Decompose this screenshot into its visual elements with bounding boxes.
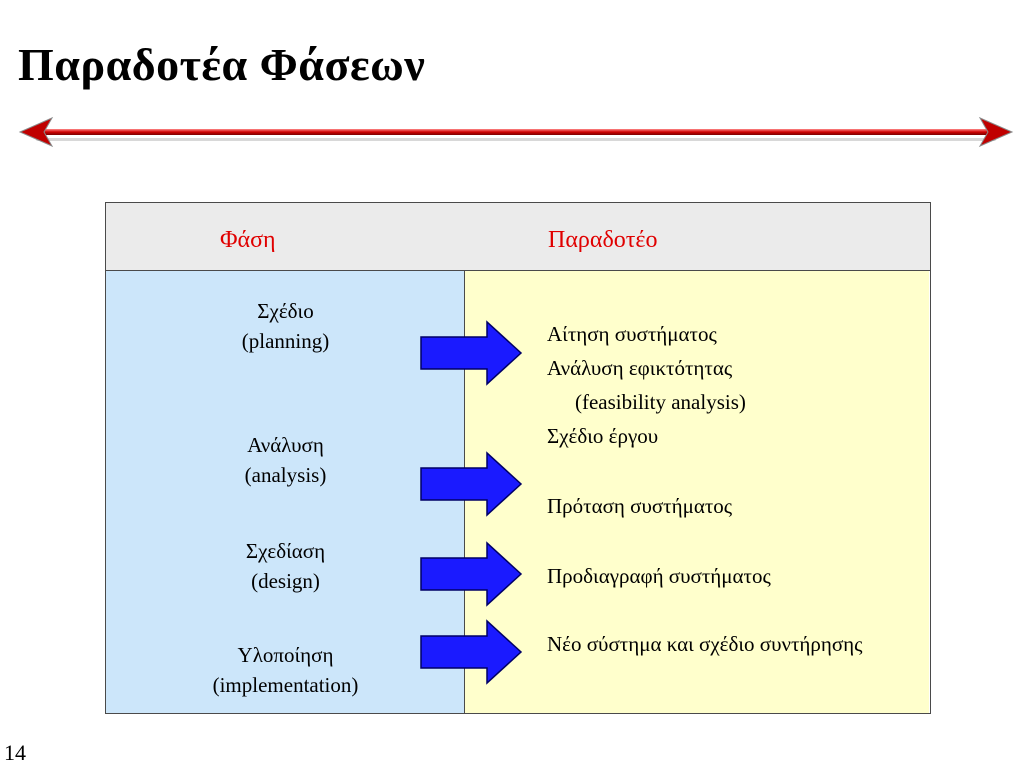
phase-name: Σχεδίαση [245, 539, 326, 563]
phase-design [106, 536, 465, 596]
phase-english: (design) [251, 569, 320, 593]
deliverables-implementation [547, 627, 862, 661]
right-arrow-icon [419, 619, 523, 685]
double-arrow-divider-icon [18, 114, 1014, 154]
phase-analysis [106, 430, 465, 490]
right-arrow-icon [419, 541, 523, 607]
phase-name: Ανάλυση [247, 433, 324, 457]
deliverable-item: Αίτηση συστήματος [547, 322, 717, 346]
phase-name: Σχέδιο [257, 299, 314, 323]
deliverable-item: Προδιαγραφή συστήματος [547, 564, 771, 588]
deliverable-item: Ανάλυση εφικτότητας [547, 356, 733, 380]
phase-english: (analysis) [244, 463, 327, 487]
deliverable-item: Πρόταση συστήματος [547, 494, 733, 518]
deliverable-item: (feasibility analysis) [575, 390, 746, 414]
deliverable-item: Σχέδιο έργου [547, 424, 659, 448]
deliverables-design [547, 559, 771, 593]
phase-implementation [106, 640, 465, 700]
phase-planning [106, 296, 465, 356]
phase-english: (implementation) [212, 673, 359, 697]
phase-name: Υλοποίηση [237, 643, 334, 667]
table-header-row [106, 203, 930, 271]
deliverable-item: Νέο σύστημα και σχέδιο συντήρησης [547, 632, 863, 656]
right-arrow-icon [419, 451, 523, 517]
phase-deliverables-table [105, 202, 931, 714]
deliverables-analysis [547, 489, 732, 523]
right-arrow-icon [419, 320, 523, 386]
phase-english: (planning) [241, 329, 330, 353]
deliverable-column [465, 271, 929, 713]
phase-column [106, 271, 465, 713]
phase-column-header: Φάση [220, 227, 276, 253]
page-number: 14 [4, 740, 26, 765]
slide-title: Παραδοτέα Φάσεων [18, 39, 426, 90]
deliverable-column-header: Παραδοτέο [548, 227, 658, 253]
deliverables-planning [547, 317, 746, 453]
